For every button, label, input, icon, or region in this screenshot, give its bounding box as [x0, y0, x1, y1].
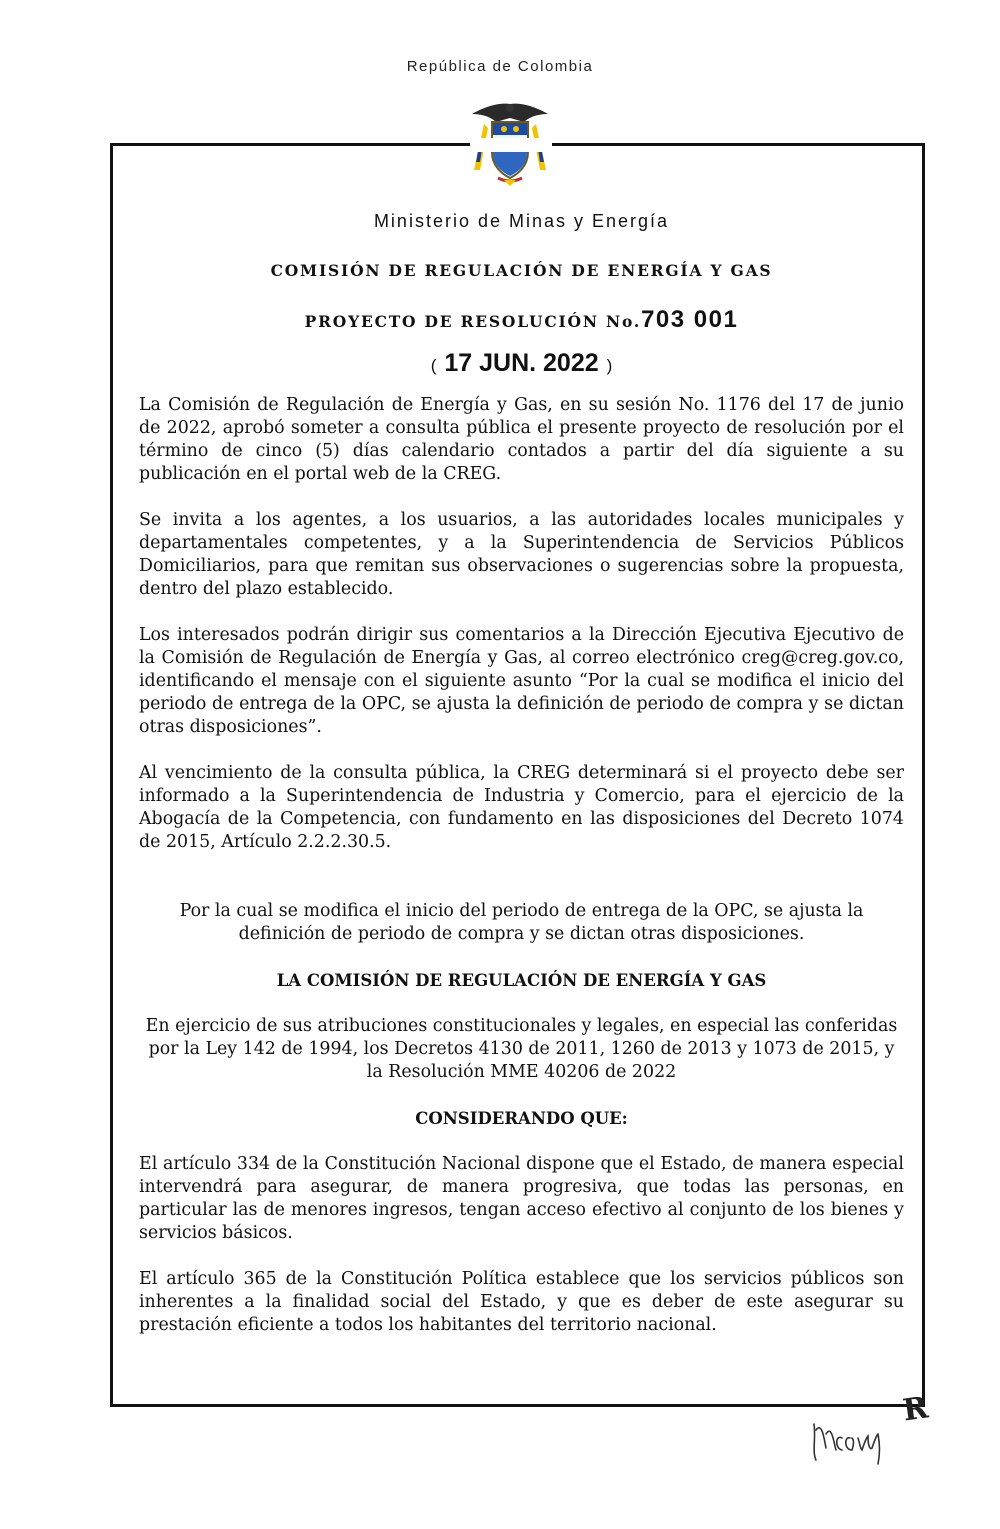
commission-title: COMISIÓN DE REGULACIÓN DE ENERGÍA Y GAS — [270, 261, 773, 280]
project-title — [139, 308, 904, 334]
intro-paragraph: Al vencimiento de la consulta pública, la CREG determinará si el proyecto debe ser informado a la Superintendencia de Industria y Comercio, para el ejercicio de la Abogacía de la Competencia, con fundamento en las disposiciones del Decreto 1074 de 2015, Artículo 2.2.2.30.5. — [139, 763, 904, 852]
resolution-date — [139, 349, 904, 378]
country-name: República de Colombia — [406, 58, 594, 75]
ministry-name: Ministerio de Minas y Energía — [373, 211, 670, 231]
document-content — [139, 210, 904, 1337]
date-close-paren: ) — [606, 356, 613, 375]
intro-paragraph: La Comisión de Regulación de Energía y Gas, en su sesión No. 1176 del 17 de junio de 2022, aprobó someter a consulta pública el presente proyecto de resolución por el término de cinco (5) días calendario contados a partir del día siguiente a su publicación en el portal web de la CREG. — [139, 395, 904, 484]
project-label: PROYECTO DE RESOLUCIÓN No. — [304, 312, 642, 331]
considering-paragraph: El artículo 365 de la Constitución Política establece que los servicios públicos son inherentes a la finalidad social del Estado, y que es deber de este asegurar su prestación eficiente a todos los habitantes del territorio nacional. — [139, 1269, 904, 1335]
date-open-paren: ( — [430, 356, 437, 375]
powers-paragraph: En ejercicio de sus atribuciones constitucionales y legales, en especial las conferidas por la Ley 142 de 1994, los Decretos 4130 de 2011, 1260 de 2013 y 1073 de 2015, y la Resolución MME 40206 de 2022 — [145, 1016, 898, 1082]
considering-heading: CONSIDERANDO QUE: — [415, 1109, 628, 1128]
initial-mark: R — [900, 1390, 931, 1429]
intro-paragraph: Se invita a los agentes, a los usuarios, a las autoridades locales municipales y departamentales competentes, y a la Superintendencia de Servicios Públicos Domiciliarios, para que remitan sus observaciones o sugerencias sobre la propuesta, dentro del plazo establecido. — [139, 510, 904, 599]
resolution-subject: Por la cual se modifica el inicio del periodo de entrega de la OPC, se ajusta la definición de periodo de compra y se dictan otras disposiciones. — [179, 901, 864, 944]
date-value: 17 JUN. 2022 — [444, 349, 599, 377]
handwritten-signature — [806, 1408, 906, 1468]
considering-paragraph: El artículo 334 de la Constitución Nacional dispone que el Estado, de manera especial intervendrá para asegurar, de manera progresiva, que todas las personas, en particular las de menores ingresos, tengan acceso efectivo al conjunto de los bienes y servicios básicos. — [139, 1154, 904, 1243]
intro-paragraph: Los interesados podrán dirigir sus comentarios a la Dirección Ejecutiva Ejecutivo de la Comisión de Regulación de Energía y Gas, al correo electrónico creg@creg.gov.co, identificando el mensaje con el siguiente asunto “Por la cual se modifica el inicio del periodo de entrega de la OPC, se ajusta la definición de periodo de compra y se dictan otras disposiciones”. — [139, 625, 904, 737]
project-number: 703 001 — [641, 306, 739, 333]
commission-heading: LA COMISIÓN DE REGULACIÓN DE ENERGÍA Y GAS — [276, 971, 767, 990]
frame-gap — [470, 138, 552, 152]
